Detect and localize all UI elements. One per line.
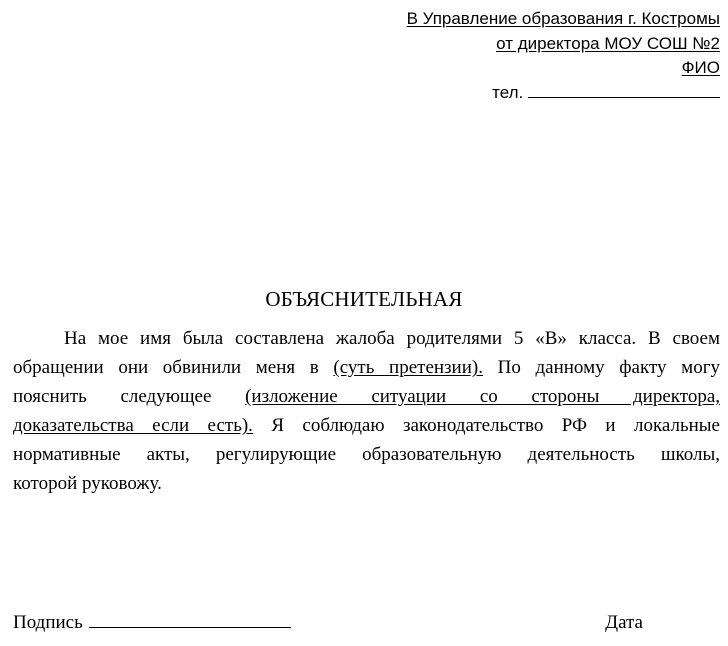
explanation-placeholder-part-1: (изложение ситуации со стороны директора, [245,386,720,407]
document-title: ОБЪЯСНИТЕЛЬНАЯ [265,287,463,311]
signature-blank [89,610,291,628]
body-line-1 [13,324,720,353]
claim-placeholder: (суть претензии). [333,357,483,378]
body-line-3-pre: пояснить следующее [13,386,212,407]
signature-label: Подпись [13,612,83,633]
body-line-3 [13,382,720,411]
body-line-5-text: нормативные акты, регулирующие образовательную деятельность школы, [13,444,720,465]
body-line-2-post: По данному факту могу [497,357,720,378]
body-line-1-text: На мое имя была составлена жалоба родителями 5 «В» класса. В своем [64,328,720,349]
phone-line [320,81,720,106]
body-line-4 [13,411,720,440]
signature-footer [13,610,720,636]
explanation-placeholder-part-2: доказательства если есть). [13,415,253,436]
body-text [13,324,720,498]
phone-blank [528,83,720,98]
body-line-2 [13,353,720,382]
body-line-4-post: Я соблюдаю законодательство РФ и локальные [271,415,720,436]
addressee-line: В Управление образования г. Костромы [406,9,720,28]
phone-label: тел. [492,82,524,102]
body-line-2-pre: обращении они обвинили меня в [13,357,319,378]
sender-line: от директора МОУ СОШ №2 [496,33,720,53]
body-line-5 [13,440,720,469]
body-line-6: которой руковожу. [13,473,162,494]
addressee-block [320,7,720,105]
name-line: ФИО [681,58,720,77]
date-label: Дата [605,612,643,633]
